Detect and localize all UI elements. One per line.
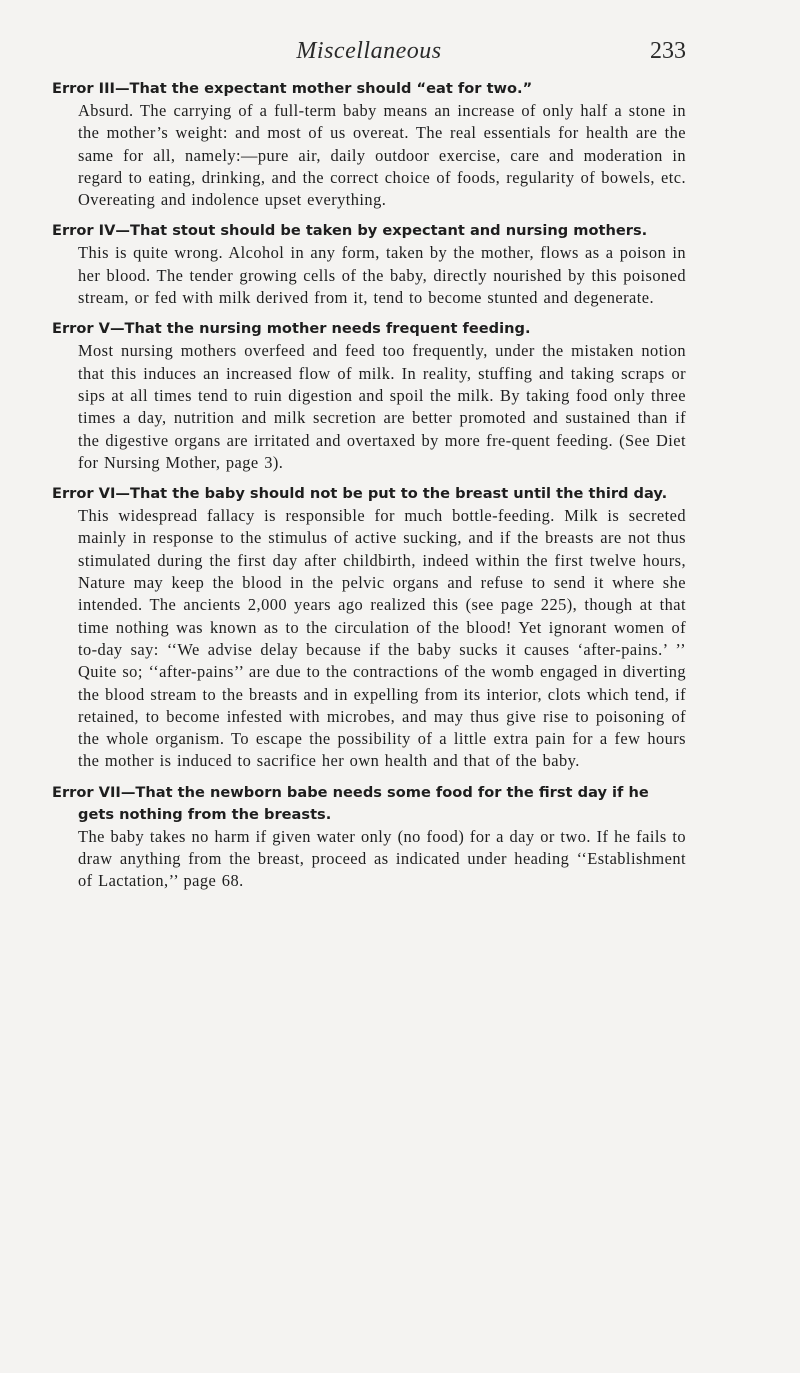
page-number: 233 [650, 38, 686, 64]
running-title: Miscellaneous [296, 38, 442, 64]
section-heading: Error IV—That stout should be taken by expectant and nursing mothers. [52, 222, 648, 240]
error-section-vii [52, 782, 686, 893]
section-heading: Error VI—That the baby should not be put to the breast until the third day. [52, 485, 668, 503]
section-paragraph: This widespread fallacy is responsible for much bottle-feeding. Milk is secreted mainly in response to the stimulus of active sucking, and if the breasts are not thus stimulated during the first day after childbirth, indeed within the first twelve hours, Nature may keep the blood in the pelvic organs and refuse to send it where she intended. The ancients 2,000 years ago realized this (see page 225), though at that time nothing was known as to the circulation of the blood! Yet ignorant women of to-day say: ‘‘We advise delay because if the baby sucks it causes ‘after-pains.’ ’’ Quite so; ‘‘after-pains’’ are due to the contractions of the womb engaged in diverting the blood stream to the breasts and in expelling from its interior, clots which tend, if retained, to become infested with microbes, and may thus give rise to poisoning of the whole organism. To escape the possibility of a little extra pain for a few hours the mother is induced to sacrifice her own health and that of the baby. [78, 506, 686, 771]
error-section-vi [52, 483, 686, 773]
book-page [52, 38, 686, 893]
section-paragraph: This is quite wrong. Alcohol in any form, taken by the mother, flows as a poison in her blood. The tender growing cells of the baby, directly nourished by this poisoned stream, or fed with milk derived from it, tend to become stunted and degenerate. [78, 243, 686, 308]
section-heading: Error VII—That the newborn babe needs some food for the first day if he gets nothing from the breasts. [52, 783, 649, 823]
error-section-v [52, 318, 686, 474]
section-heading: Error III—That the expectant mother should “eat for two.” [52, 80, 533, 97]
page-header [52, 38, 686, 78]
section-paragraph: Absurd. The carrying of a full-term baby means an increase of only half a stone in the mother’s weight: and most of us overeat. The real essentials for health are the same for all, namely:—pure air, daily outdoor exercise, care and moderation in regard to eating, drinking, and the correct choice of foods, regularity of bowels, etc. Overeating and indolence upset everything. [78, 101, 686, 210]
error-section-iii [52, 78, 686, 211]
section-paragraph: Most nursing mothers overfeed and feed too frequently, under the mistaken notion that this induces an increased flow of milk. In reality, stuffing and taking scraps or sips at all times tend to ruin digestion and spoil the milk. By taking food only three times a day, nutrition and milk secretion are better promoted and sustained than if the digestive organs are irritated and overtaxed by more fre-quent feeding. (See Diet for Nursing Mother, page 3). [78, 341, 686, 472]
error-section-iv [52, 220, 686, 309]
page-content [52, 78, 686, 893]
section-heading: Error V—That the nursing mother needs frequent feeding. [52, 320, 531, 338]
section-paragraph: The baby takes no harm if given water only (no food) for a day or two. If he fails to draw anything from the breast, proceed as indicated under heading ‘‘Establishment of Lactation,’’ page 68. [78, 826, 686, 891]
